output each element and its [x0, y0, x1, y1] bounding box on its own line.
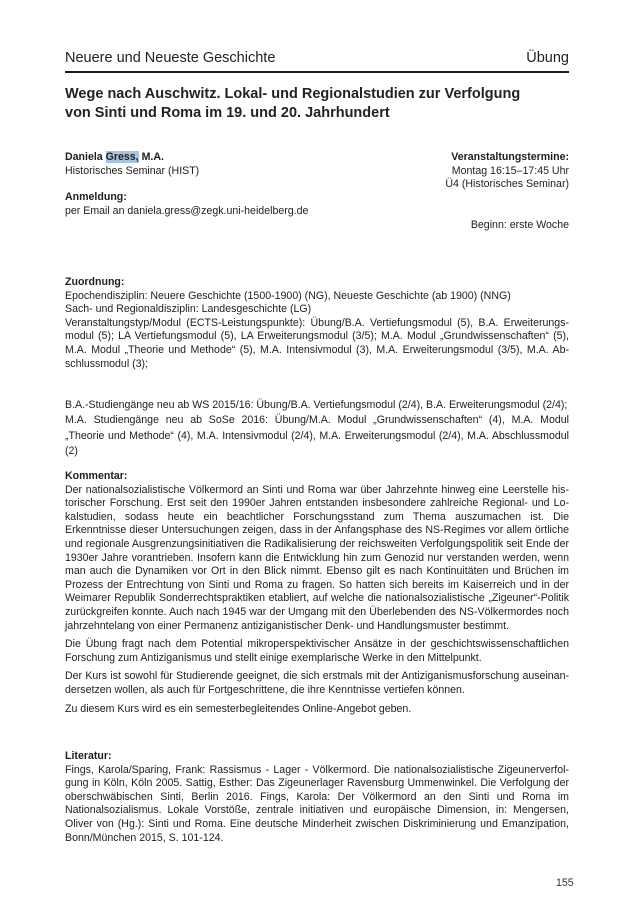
header-rule: [65, 71, 569, 73]
ba-new-programs: B.A.-Studiengänge neu ab WS 2015/16: Übung/B.A. Vertiefungsmodul (2/4), B.A. Erweiterungsmodul (2/4);: [65, 399, 568, 411]
literature-text: Fings, Karola/Sparing, Frank: Rassismus - Lager - Völkermord. Die nationalsozialistische Zigeunerverfolgung in Köln, Köln 2005. Sattig, Esther: Das Zigeunerlager Ravensburg Ummenwinkel. Die Verfolgung der oberschwäbischen Sinti, Berlin 2016. Fings, Karola: Der Völkermord an den Sinti und Roma im Nationalsozialismus. Lokale Vorstöße, zentrale initiativen und europäische Dimension, in: Mengersen, Oliver von (Hg.): Sinti und Roma. Eine deutsche Minderheit zwischen Diskriminierung und Emanzipation, Bonn/München 2015, S. 101-124.: [65, 763, 569, 844]
page-number: 155: [556, 877, 574, 889]
schedule-label: Veranstaltungstermine:: [451, 151, 569, 163]
course-title-line-2: von Sinti und Roma im 19. und 20. Jahrhundert: [65, 105, 390, 121]
section-name: Neuere und Neueste Geschichte: [65, 50, 276, 66]
registration-label: Anmeldung:: [65, 191, 127, 204]
selected-text[interactable]: Gress,: [105, 151, 139, 163]
course-title-line-1: Wege nach Auschwitz. Lokal- und Regionalstudien zur Verfolgung: [65, 86, 521, 102]
lecturer-name: [65, 151, 365, 165]
course-title: [65, 85, 569, 123]
lecturer-block: [65, 151, 365, 218]
schedule-start: Beginn: erste Woche: [470, 218, 569, 231]
assignment-modules: Veranstaltungstyp/Modul (ECTS-Leistungspunkte): Übung/B.A. Vertiefungsmodul (5), B.A. Erweiterungsmodul (5); LA Vertiefungsmodul (5), LA Erweiterungsmodul (3/5); M.A. Modul „Grundwissenschaften“ (5), M.A. Modul „Theorie und Methode“ (5), M.A. Intensivmodul (3), M.A. Erweiterungsmodul (3/5), M.A. Abschlussmodul (3);: [65, 316, 569, 370]
lecturer-degree: M.A.: [138, 151, 164, 163]
commentary-paragraph-4: Zu diesem Kurs wird es ein semesterbegleitendes Online-Angebot geben.: [65, 702, 412, 715]
course-type: Übung: [526, 50, 569, 66]
commentary-section: [65, 470, 569, 716]
literature-label: Literatur:: [65, 750, 112, 762]
running-header: [65, 50, 569, 66]
schedule-block: [349, 151, 569, 232]
registration-text: per Email an daniela.gress@zegk.uni-heidelberg.de: [65, 204, 309, 217]
assignment-label: Zuordnung:: [65, 276, 125, 288]
schedule-room: Ü4 (Historisches Seminar): [445, 178, 569, 191]
lecturer-institute: Historisches Seminar (HIST): [65, 164, 200, 177]
commentary-paragraph-3: Der Kurs ist sowohl für Studierende geeignet, die sich erstmals mit der Antiziganismusforschung auseinandersetzen wollen, als auch für Fortgeschrittene, die ihre Kenntnisse vertiefen können.: [65, 670, 569, 696]
commentary-label: Kommentar:: [65, 470, 128, 482]
commentary-paragraph-2: Die Übung fragt nach dem Potential mikroperspektivischer Ansätze in der geschichtswissenschaftlichen Forschung zum Antiziganismus und stellt einige exemplarische Werke in den Mittelpunkt.: [65, 638, 569, 664]
assignment-subject: Sach- und Regionaldisziplin: Landesgeschichte (LG): [65, 303, 312, 316]
commentary-paragraph-1: Der nationalsozialistische Völkermord an Sinti und Roma war über Jahrzehnte hinweg eine Leerstelle historischer Forschung. Erst seit den 1990er Jahren entstanden insbesondere zahlreiche Regional- und Lokalstudien, sodass heute ein beachtlicher Forschungsstand zum Thema auszumachen ist. Die Erkenntnisse dieser Untersuchungen zeigen, dass in der Anfangsphase des NS-Regimes vor allem örtliche und regionale Ausgrenzungsinitiativen die Radikalisierung der reichsweiten Verfolgungspolitik seit Ende der 1930er Jahre vorantrieben. Insofern kann die Entwicklung hin zum Genozid nur verstanden werden, wenn man auch die Dynamiken vor Ort in den Blick nimmt. Ebenso gilt es nach Kontinuitäten und Brüchen im Prozess der Entrechtung von Sinti und Roma zu fragen. So hatten sich bereits im Kaiserreich und in der Weimarer Republik Sonderrechtspraktiken etabliert, auf welche die nationalsozialistische „Zigeuner“-Politik zurückgreifen konnte. Auch nach 1945 war der Umgang mit den Überlebenden des NS-Völkermordes noch jahrzehntelang von einer Permanenz antiziganistischer Denk- und Handlungsmuster bestimmt.: [65, 483, 569, 632]
assignment-section: [65, 276, 569, 371]
new-study-programs: [65, 398, 569, 460]
schedule-time: Montag 16:15–17:45 Uhr: [451, 164, 569, 177]
ma-new-programs: M.A. Studiengänge neu ab SoSe 2016: Übung/M.A. Modul „Grundwissenschaften“ (4), M.A. Modul „Theorie und Methode“ (4), M.A. Intensivmodul (2/4), M.A. Erweiterungsmodul (2/4), M.A. Abschlussmodul (2): [65, 414, 569, 458]
literature-section: [65, 750, 569, 845]
lecturer-first-name: Daniela: [65, 151, 106, 163]
assignment-epoch: Epochendisziplin: Neuere Geschichte (1500-1900) (NG), Neueste Geschichte (ab 1900) (NNG): [65, 289, 511, 302]
